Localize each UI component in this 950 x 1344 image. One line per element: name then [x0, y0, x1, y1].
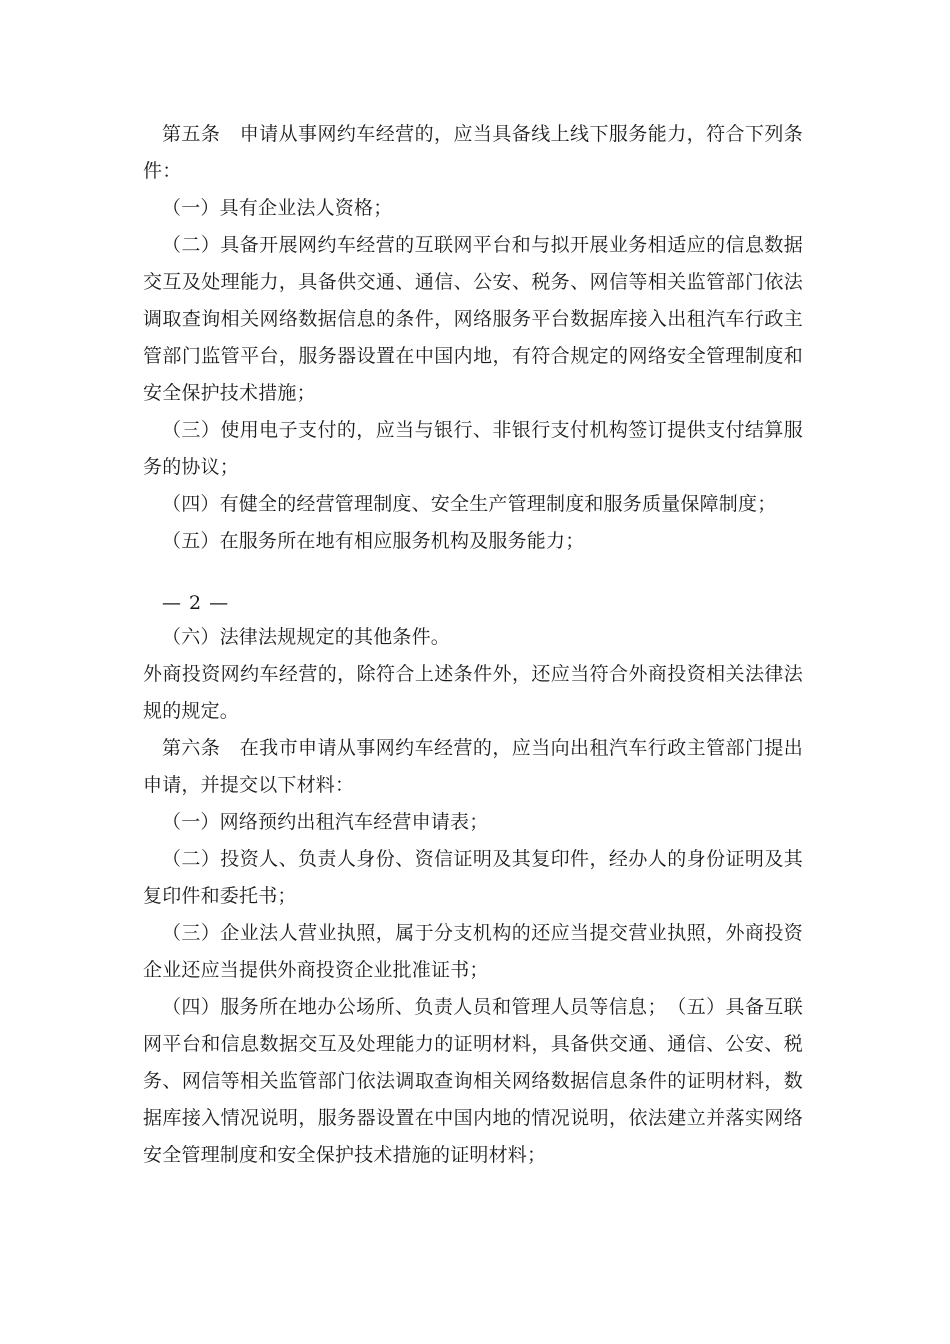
material-4-5: （四）服务所在地办公场所、负责人员和管理人员等信息； （五）具备互联网平台和信息数据交互及处理能力的证明材料，具备供交通、通信、公安、税务、网信等相关监管部门依法调取查询相关网络数据信息条件的证明材料，数据库接入情况说明，服务器设置在中国内地的情况说明，依法建立并落实网络安全管理制度和安全保护技术措施的证明材料；: [143, 996, 803, 1166]
material-1: （一）网络预约出租汽车经营申请表；: [162, 811, 489, 833]
article-6-heading: 第六条 在我市申请从事网约车经营的，应当向出租汽车行政主管部门提出申请，并提交以下材料：: [143, 737, 803, 796]
condition-3: （三）使用电子支付的，应当与银行、非银行支付机构签订提供支付结算服务的协议；: [143, 419, 803, 478]
condition-6: （六）法律法规规定的其他条件。: [162, 626, 451, 648]
material-3: （三）企业法人营业执照，属于分支机构的还应当提交营业执照，外商投资企业还应当提供外商投资企业批准证书；: [143, 922, 803, 981]
condition-4: （四）有健全的经营管理制度、安全生产管理制度和服务质量保障制度；: [162, 493, 777, 515]
condition-5: （五）在服务所在地有相应服务机构及服务能力；: [162, 530, 585, 552]
material-2: （二）投资人、负责人身份、资信证明及其复印件，经办人的身份证明及其复印件和委托书；: [143, 848, 803, 907]
foreign-investment-paragraph: 外商投资网约车经营的，除符合上述条件外，还应当符合外商投资相关法律法规的规定。: [143, 663, 803, 722]
page-number: — 2 —: [162, 592, 230, 614]
article-5-heading: 第五条 申请从事网约车经营的，应当具备线上线下服务能力，符合下列条件：: [143, 123, 803, 182]
article-6-section: [143, 619, 803, 1174]
condition-2: （二）具备开展网约车经营的互联网平台和与拟开展业务相适应的信息数据交互及处理能力，具备供交通、通信、公安、税务、网信等相关监管部门依法调取查询相关网络数据信息的条件，网络服务平台数据库接入出租汽车行政主管部门监管平台，服务器设置在中国内地，有符合规定的网络安全管理制度和安全保护技术措施；: [143, 234, 803, 404]
article-5-section: [143, 116, 803, 560]
condition-1: （一）具有企业法人资格；: [162, 197, 393, 219]
